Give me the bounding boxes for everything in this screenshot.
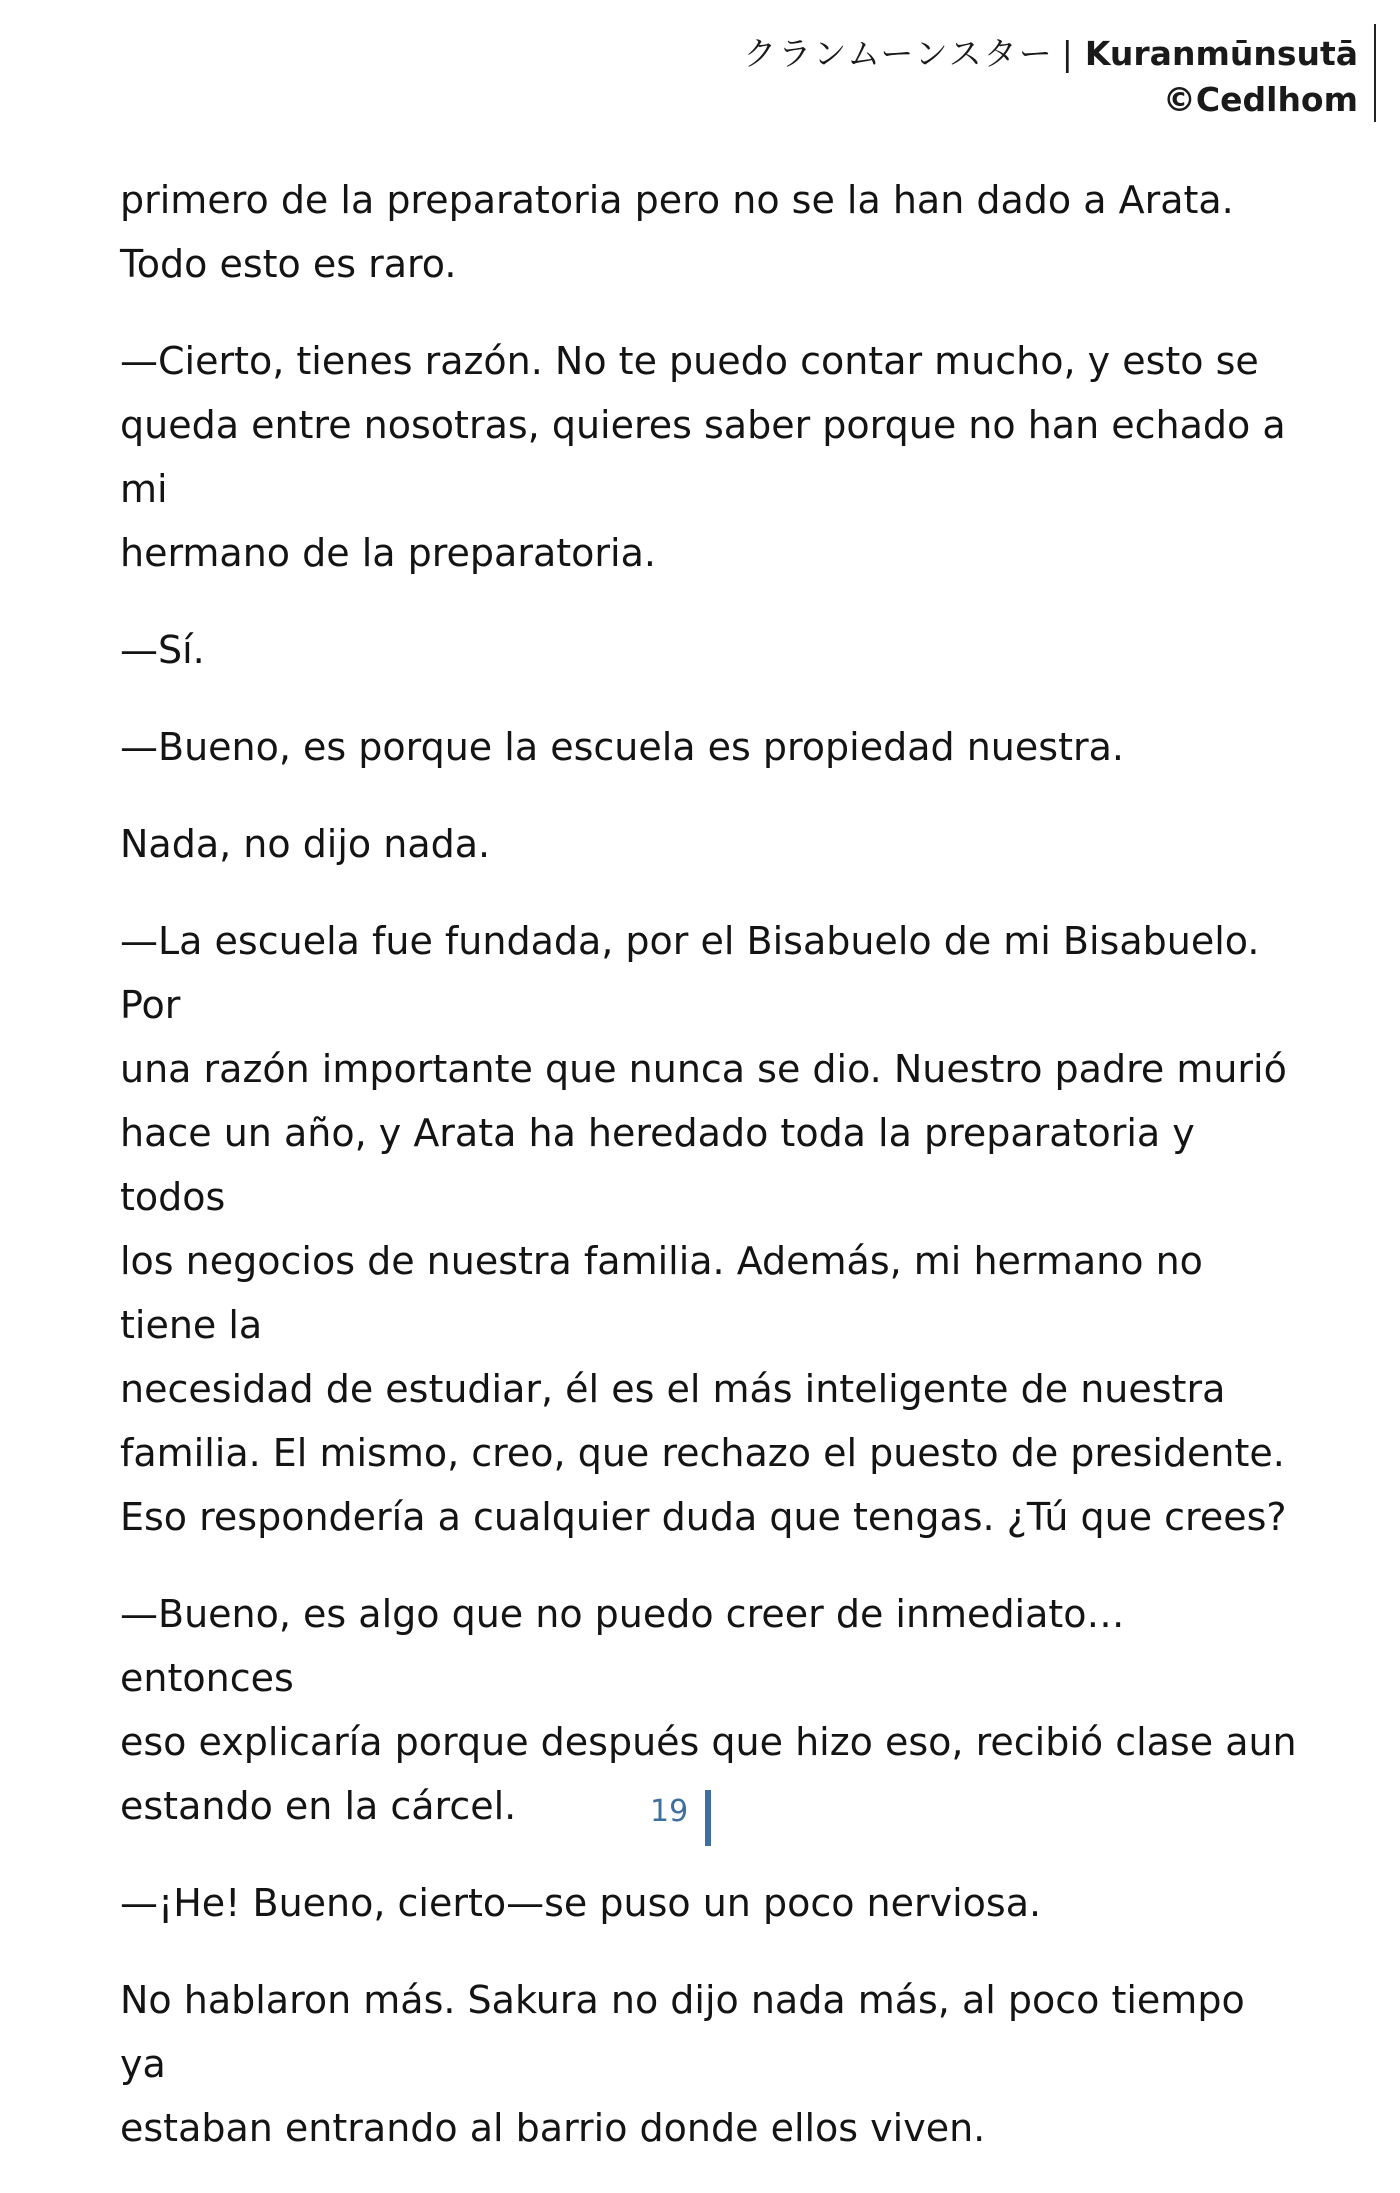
japanese-title: クランムーンスター — [743, 34, 1054, 73]
copyright-notice: ©Cedlhom — [1162, 80, 1358, 119]
page-footer — [0, 1790, 1400, 1850]
page-number: 19 — [650, 1794, 689, 1829]
paragraph: No hablaron más. Sakura no dijo nada más, al poco tiempo ya estaban entrando al barrio donde ellos viven. — [120, 1978, 1245, 2150]
paragraph: primero de la preparatoria pero no se la han dado a Arata. Todo esto es raro. — [120, 178, 1234, 286]
paragraph: —Sí. — [120, 628, 205, 672]
paragraph: —Bueno, es algo que no puedo creer de inmediato… entonces eso explicaría porque después que hizo eso, recibió clase aun estando en la cárcel. — [120, 1592, 1297, 1828]
paragraph: —Cierto, tienes razón. No te puedo contar mucho, y esto se queda entre nosotras, quieres saber porque no han echado a mi hermano de la preparatoria. — [120, 339, 1286, 575]
body-text — [120, 168, 1300, 2193]
header-vertical-rule — [1374, 24, 1376, 122]
romanized-title: Kuranmūnsutā — [1084, 34, 1358, 73]
title-separator: | — [1061, 34, 1073, 73]
page-number-accent-bar — [705, 1790, 711, 1846]
header-title-line — [743, 28, 1358, 75]
paragraph: —¡He! Bueno, cierto—se puso un poco nerviosa. — [120, 1881, 1042, 1925]
paragraph: —Bueno, es porque la escuela es propiedad nuestra. — [120, 725, 1124, 769]
paragraph: Nada, no dijo nada. — [120, 822, 491, 866]
page-header — [680, 24, 1380, 122]
paragraph: —La escuela fue fundada, por el Bisabuelo de mi Bisabuelo. Por una razón importante que nunca se dio. Nuestro padre murió hace un año, y Arata ha heredado toda la preparatoria y todos los negocios de nuestra familia. Además, mi hermano no tiene la necesidad de estudiar, él es el más inteligente de nuestra familia. El mismo, creo, que rechazo el puesto de presidente. Eso respondería a cualquier duda que tengas. ¿Tú que crees? — [120, 919, 1287, 1539]
